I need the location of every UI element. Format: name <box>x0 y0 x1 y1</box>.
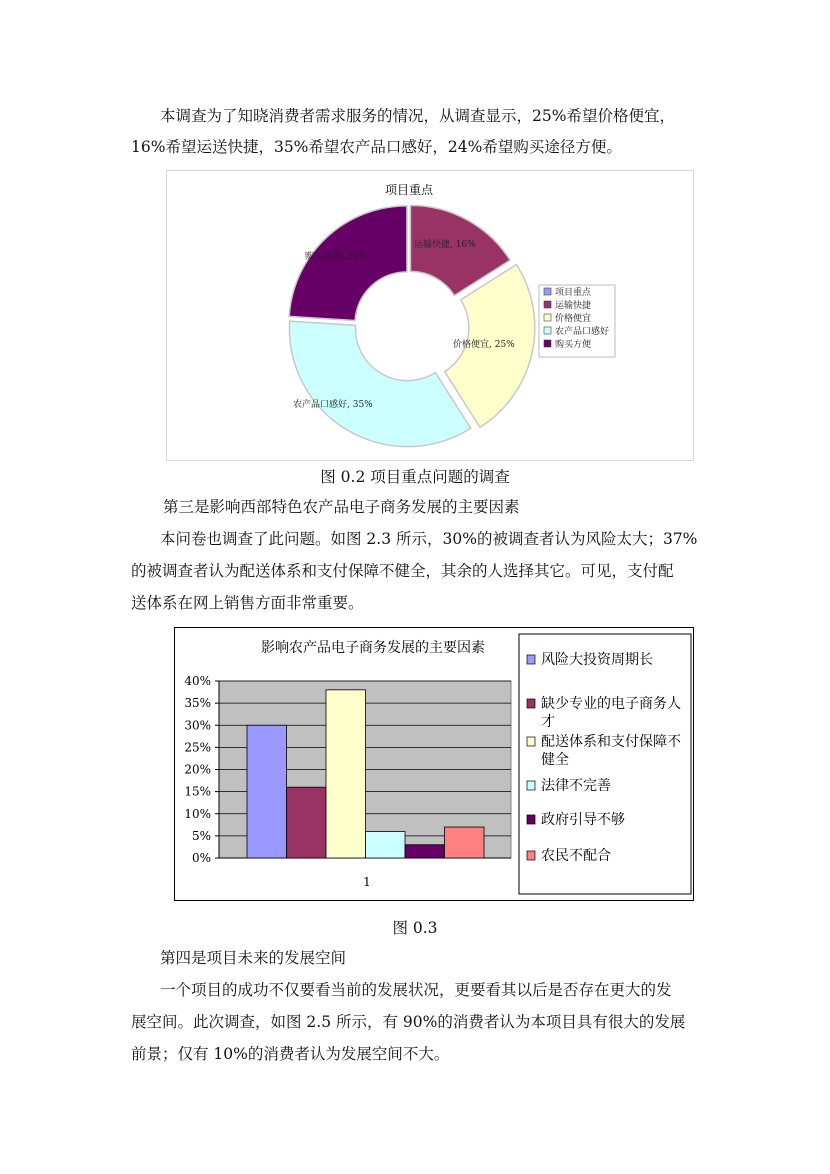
paragraph-line: 展空间。此次调查，如图 2.5 所示，有 90%的消费者认为本项目具有很大的发展 <box>131 1013 686 1031</box>
legend-entry: 购买方便 <box>555 340 592 350</box>
legend-swatch <box>527 815 535 824</box>
paragraph-line: 的被调查者认为配送体系和支付保障不健全，其余的人选择其它。可见，支付配 <box>131 562 674 580</box>
legend-entry: 农产品口感好 <box>555 327 610 337</box>
legend-swatch <box>544 340 551 347</box>
bar-chart-frame <box>174 627 694 901</box>
bar-chart <box>175 628 693 900</box>
x-tick-label: 1 <box>363 875 371 889</box>
donut-chart-frame <box>166 170 694 461</box>
legend-entry: 法律不完善 <box>541 778 611 794</box>
y-tick-label: 40% <box>184 674 211 688</box>
donut-data-label: 价格便宜, 25% <box>453 340 515 350</box>
donut-chart <box>167 171 693 460</box>
figure-caption: 图 0.2 项目重点问题的调查 <box>320 468 510 486</box>
y-tick-label: 25% <box>184 740 211 755</box>
legend-swatch <box>527 851 535 860</box>
legend-entry: 缺少专业的电子商务人 <box>541 696 681 712</box>
donut-chart-title: 项目重点 <box>384 183 434 197</box>
legend-swatch <box>544 314 551 321</box>
bar-chart-title: 影响农产品电子商务发展的主要因素 <box>261 640 485 656</box>
legend-entry: 项目重点 <box>555 288 592 298</box>
legend-swatch <box>527 781 535 790</box>
y-tick-label: 20% <box>184 762 211 777</box>
paragraph-line: 本问卷也调查了此问题。如图 2.3 所示，30%的被调查者认为风险太大；37% <box>160 530 698 548</box>
legend-entry: 才 <box>541 714 555 730</box>
paragraph-line: 本调查为了知晓消费者需求服务的情况，从调查显示，25%希望价格便宜， <box>160 107 675 125</box>
legend-swatch <box>544 301 551 308</box>
bar <box>405 845 445 858</box>
section-heading: 第四是项目未来的发展空间 <box>160 949 347 967</box>
legend-entry: 价格便宜 <box>555 314 592 324</box>
bar <box>445 827 485 858</box>
legend-entry: 风险大投资周期长 <box>541 652 653 668</box>
bar <box>287 787 327 858</box>
y-tick-label: 30% <box>184 718 211 733</box>
bar <box>326 690 366 858</box>
paragraph-line: 前景；仅有 10%的消费者认为发展空间不大。 <box>131 1045 450 1063</box>
y-tick-label: 0% <box>191 851 211 865</box>
donut-slice <box>289 321 470 446</box>
section-heading: 第三是影响西部特色农产品电子商务发展的主要因素 <box>163 498 520 516</box>
donut-slice <box>289 206 407 321</box>
legend-swatch <box>527 737 535 746</box>
legend-entry: 配送体系和支付保障不 <box>541 734 681 750</box>
legend-entry: 农民不配合 <box>541 848 611 864</box>
bar <box>366 831 406 858</box>
paragraph-line: 16%希望运送快捷，35%希望农产品口感好，24%希望购买途径方便。 <box>131 138 622 156</box>
y-tick-label: 5% <box>191 828 211 843</box>
legend-entry: 政府引导不够 <box>541 812 625 828</box>
donut-data-label: 运输快捷, 16% <box>414 240 476 250</box>
legend-swatch <box>544 288 551 295</box>
legend-entry: 健全 <box>541 752 569 768</box>
y-tick-label: 35% <box>184 696 211 711</box>
legend-swatch <box>527 699 535 708</box>
donut-data-label: 农产品口感好, 35% <box>293 400 373 410</box>
figure-caption: 图 0.3 <box>392 919 438 937</box>
y-tick-label: 10% <box>184 806 211 821</box>
donut-data-label: 购买方便, 24% <box>305 252 367 262</box>
legend-swatch <box>544 327 551 334</box>
bar <box>247 725 287 858</box>
paragraph-line: 一个项目的成功不仅要看当前的发展状况，更要看其以后是否存在更大的发 <box>160 981 672 999</box>
legend-entry: 运输快捷 <box>555 301 592 311</box>
y-tick-label: 15% <box>184 784 211 799</box>
legend-swatch <box>527 655 535 664</box>
paragraph-line: 送体系在网上销售方面非常重要。 <box>131 594 364 612</box>
